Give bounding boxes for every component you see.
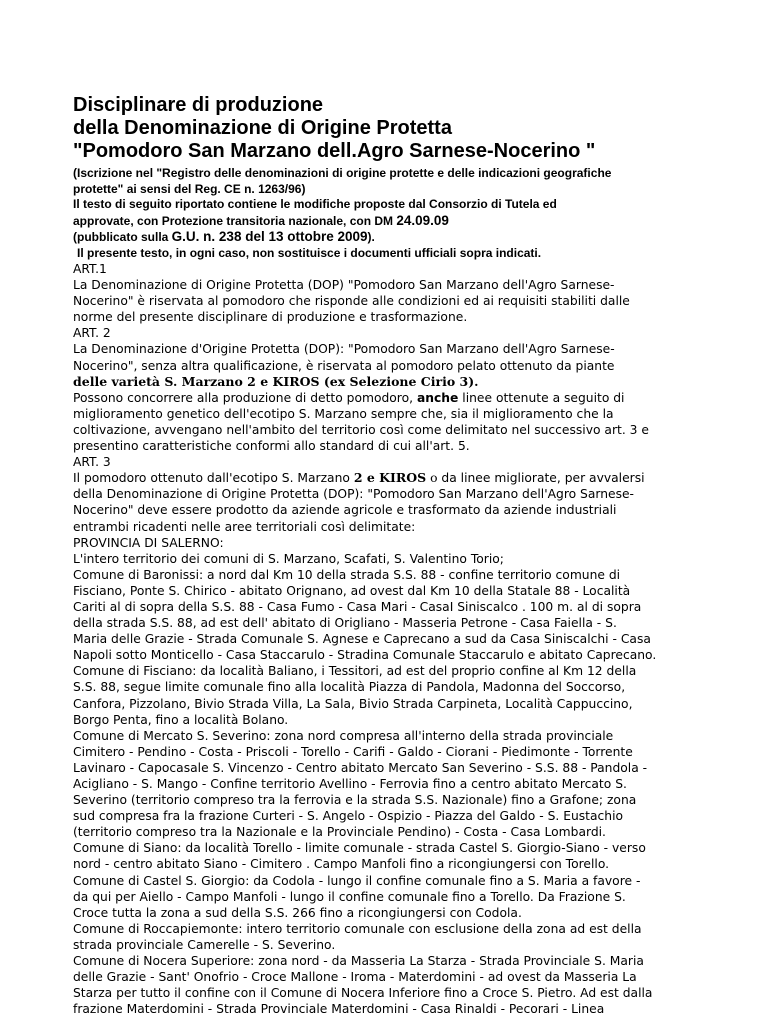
article-line: Comune di Castel S. Giorgio: da Codola - lungo il confine comunale fino a S. Maria a favore - [73, 873, 641, 888]
title-line: "Pomodoro San Marzano dell.Agro Sarnese-Nocerino " [73, 140, 596, 162]
article-line: S.S. 88, segue limite comunale fino alla località Piazza di Pandola, Madonna del Soccorso, [73, 680, 626, 695]
article-line: da qui per Aiello - Campo Manfoli - lungo il confine comunale fino a Torello. Da Frazione S. [73, 889, 626, 904]
note-text: (pubblicato sulla [73, 230, 172, 244]
varieties-inline: 2 e KIROS [353, 470, 427, 486]
article-heading: ART. 3 [73, 455, 111, 470]
article-3-lines [73, 486, 733, 1017]
article-3 [73, 454, 733, 1017]
disclaimer [73, 246, 733, 262]
note-line: Il testo di seguito riportato contiene le modifiche proposte dal Consorzio di Tutela ed [73, 197, 557, 211]
note-text: ). [367, 230, 375, 244]
text-run: linee ottenute a seguito di [458, 390, 625, 405]
article-line: nord - centro abitato Siano - Cimitero . Campo Manfoli fino a ricongiungersi con Torello. [73, 857, 610, 872]
article-line: Comune di Mercato S. Severino: zona nord compresa all'interno della strada provinciale [73, 728, 614, 743]
document-page [73, 94, 733, 1017]
article-line: presentino caratteristiche conformi allo standard di cui all'art. 5. [73, 439, 470, 454]
note-text: approvate, con Protezione transitoria nazionale, con DM [73, 213, 397, 228]
article-line: della Denominazione di Origine Protetta (DOP): "Pomodoro San Marzano dell'Agro Sarnese- [73, 487, 634, 502]
registration-note [73, 166, 733, 246]
article-line: norme del presente disciplinare di produzione e trasformazione. [73, 310, 468, 325]
text-run: o [426, 471, 438, 486]
article-line: Canfora, Pizzolano, Bivio Strada Villa, La Sala, Bivio Strada Carpineta, Località Cappuccino, [73, 696, 633, 711]
article-1 [73, 261, 733, 325]
article-line: Comune di Siano: da località Torello - limite comunale - strada Castel S. Giorgio-Siano - verso [73, 841, 646, 856]
emphasis-anche: anche [416, 390, 459, 405]
article-line: strada provinciale Camerelle - S. Severino. [73, 937, 336, 952]
decree-date: 24.09.09 [396, 212, 449, 228]
article-line: Lavinaro - Capocasale S. Vincenzo - Centro abitato Mercato San Severino - S.S. 88 - Pandola - [73, 760, 648, 775]
article-line: Comune di Baronissi: a nord dal Km 10 della strada S.S. 88 - confine territorio comune di [73, 567, 621, 582]
text-run: Il pomodoro ottenuto dall'ecotipo S. Marzano [73, 471, 354, 486]
article-line: Acigliano - S. Mango - Confine territorio Avellino - Ferrovia fino a centro abitato Mercato S. [73, 777, 627, 791]
article-line: Nocerino" è riservata al pomodoro che risponde alle condizioni ed ai requisiti stabiliti dalle [73, 294, 630, 309]
disclaimer-line: Il presente testo, in ogni caso, non sostituisce i documenti ufficiali sopra indicati. [77, 245, 542, 260]
title-line: Disciplinare di produzione [73, 94, 324, 116]
gazette-ref: G.U. n. 238 del 13 ottobre 2009 [171, 229, 368, 244]
text-run: da linee migliorate, per avvalersi [437, 471, 645, 486]
article-line: delle Grazie - Sant' Onofrio - Croce Mallone - Iroma - Materdomini - ad ovest da Masseria La [73, 970, 637, 985]
article-heading: ART. 2 [73, 326, 111, 341]
text-run: Possono concorrere alla produzione di detto pomodoro, [73, 390, 417, 405]
article-line: sud compresa fra la frazione Curteri - S. Angelo - Ospizio - Piazza del Galdo - S. Eustachio [73, 809, 624, 824]
article-line: PROVINCIA DI SALERNO: [73, 535, 224, 550]
article-line: Cariti al di sopra della S.S. 88 - Casa Fumo - Casa Mari - CasaI Siniscalco . 100 m. al di sopra [73, 599, 642, 614]
article-line: Cimitero - Pendino - Costa - Priscoli - Torello - Carifi - Galdo - Ciorani - Piedimonte - Torrente [73, 744, 633, 759]
article-line: Comune di Nocera Superiore: zona nord - da Masseria La Starza - Strada Provinciale S. Maria [73, 954, 644, 969]
article-line: frazione Materdomini - Strada Provinciale Materdomini - Casa Rinaldi - Pecorari - Linea [73, 1002, 605, 1017]
varieties-line: delle varietà S. Marzano 2 e KIROS (ex Selezione Cirio 3). [73, 373, 479, 389]
article-line: Severino (territorio compreso tra la ferrovia e la strada S.S. Nazionale) fino a Grafone; zona [73, 793, 637, 808]
article-line: della strada S.S. 88, ad est dell' abitato di Origliano - Masseria Petrone - Casa Faiella - S. [73, 616, 617, 631]
article-line: Comune di Fisciano: da località Baliano, i Tessitori, ad est del proprio confine al Km 12 della [73, 664, 637, 679]
article-line: (territorio compreso tra la Nazionale e la Provinciale Pendino) - Costa - Casa Lombardi. [73, 825, 606, 840]
article-line: Croce tutta la zona a sud della S.S. 266 fino a ricongiungersi con Codola. [73, 905, 522, 920]
note-line: protette" ai sensi del Reg. CE n. 1263/96) [73, 181, 306, 196]
note-line: (Iscrizione nel "Registro delle denominazioni di origine protette e delle indicazioni geografiche [73, 166, 612, 180]
article-line: La Denominazione d'Origine Protetta (DOP): "Pomodoro San Marzano dell'Agro Sarnese- [73, 342, 615, 357]
note-line [73, 229, 733, 246]
article-line: Starza per tutto il confine con il Comune di Nocera Inferiore fino a Croce S. Pietro. Ad est dalla [73, 986, 653, 1001]
article-line: La Denominazione di Origine Protetta (DOP) "Pomodoro San Marzano dell'Agro Sarnese- [73, 278, 615, 293]
article-2 [73, 325, 733, 454]
article-line: coltivazione, avvengano nell'ambito del territorio così come delimitato nel successivo art. 3 e [73, 422, 649, 437]
article-line: entrambi ricadenti nelle aree territoriali così delimitate: [73, 519, 416, 534]
article-line: Nocerino" deve essere prodotto da aziende agricole e trasformato da aziende industriali [73, 503, 617, 518]
article-line [73, 470, 733, 486]
article-line: Fisciano, Ponte S. Chirico - abitato Orignano, ad ovest dal Km 10 della Statale 88 - Località [73, 583, 631, 598]
article-line: miglioramento genetico dell'ecotipo S. Marzano sempre che, sia il miglioramento che la [73, 406, 614, 421]
article-line: L'intero territorio dei comuni di S. Marzano, Scafati, S. Valentino Torio; [73, 551, 504, 566]
article-line: Maria delle Grazie - Strada Comunale S. Agnese e Caprecano a sud da Casa Siniscalchi - Casa [73, 632, 651, 647]
article-line: Nocerino", senza altra qualificazione, è riservata al pomodoro pelato ottenuto da piante [73, 358, 615, 373]
document-title [73, 94, 733, 163]
article-line: Comune di Roccapiemonte: intero territorio comunale con esclusione della zona ad est della [73, 921, 642, 936]
note-line [73, 213, 733, 230]
article-line [73, 390, 733, 406]
article-line: Napoli sotto Monticello - Casa Staccarulo - Stradina Comunale Staccarulo e abitato Caprecano. [73, 648, 657, 663]
title-line: della Denominazione di Origine Protetta [73, 117, 452, 139]
article-heading: ART.1 [73, 262, 107, 276]
article-line: Borgo Penta, fino a località Bolano. [73, 712, 289, 727]
